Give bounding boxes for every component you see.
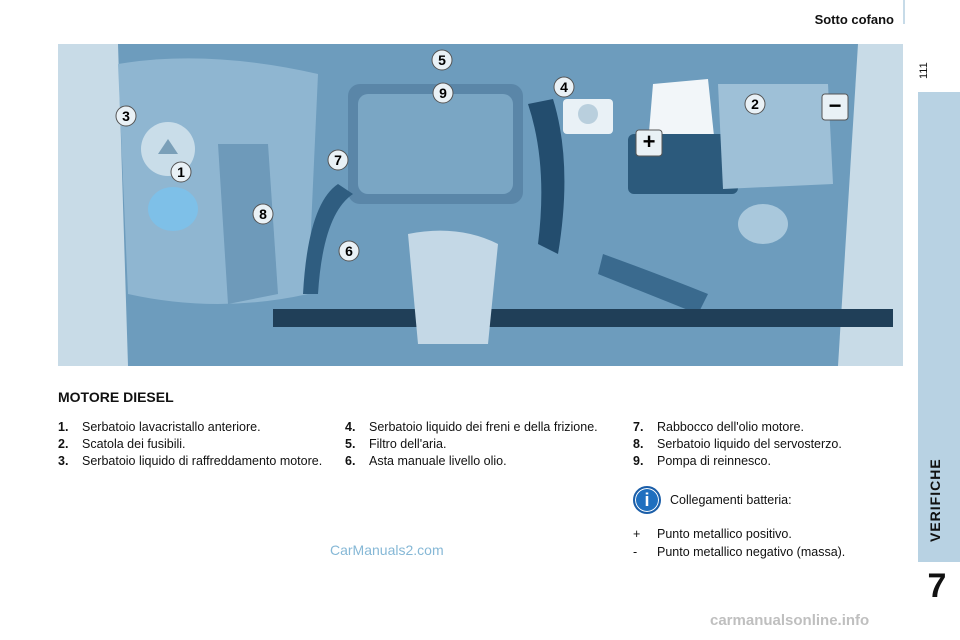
callout-6 xyxy=(339,241,359,261)
watermark-carmanualsonline: carmanualsonline.info xyxy=(710,612,870,629)
item-text: Punto metallico negativo (massa). xyxy=(657,545,846,559)
list-item xyxy=(633,437,903,452)
negative-sign: - xyxy=(633,545,638,559)
list-item xyxy=(58,454,328,469)
battery-negative-marker xyxy=(822,93,848,120)
list-item xyxy=(633,527,913,542)
engine-bay-illustration xyxy=(58,44,903,366)
callout-4-label: 4 xyxy=(560,79,568,95)
list-item xyxy=(633,545,913,560)
item-text: Rabbocco dell'olio motore. xyxy=(657,420,804,434)
battery-positive-label: + xyxy=(642,129,656,154)
list-item xyxy=(58,437,328,452)
page-header-title: Sotto cofano xyxy=(814,12,894,27)
component-list-col2 xyxy=(345,420,605,471)
battery-positive-marker xyxy=(636,129,662,156)
callout-2 xyxy=(745,94,765,114)
callout-9 xyxy=(433,83,453,103)
item-number: 9. xyxy=(633,454,644,468)
battery-points-list xyxy=(633,527,913,563)
callout-7-label: 7 xyxy=(334,152,342,168)
callout-3 xyxy=(116,106,136,126)
battery-negative-label: − xyxy=(828,93,842,118)
item-number: 3. xyxy=(58,454,69,468)
list-item xyxy=(345,437,605,452)
info-icon: i xyxy=(633,486,661,514)
item-number: 7. xyxy=(633,420,644,434)
chapter-label: VERIFICHE xyxy=(927,458,943,542)
callout-8-label: 8 xyxy=(259,206,267,222)
item-number: 8. xyxy=(633,437,644,451)
callout-7 xyxy=(328,150,348,170)
callout-1-label: 1 xyxy=(177,164,185,180)
item-text: Asta manuale livello olio. xyxy=(369,454,507,468)
callout-6-label: 6 xyxy=(345,243,353,259)
positive-sign: + xyxy=(633,527,641,541)
item-text: Scatola dei fusibili. xyxy=(82,437,186,451)
info-text: Collegamenti batteria: xyxy=(670,493,792,507)
item-number: 4. xyxy=(345,420,356,434)
section-title: MOTORE DIESEL xyxy=(58,389,174,405)
component-list-col3 xyxy=(633,420,903,471)
item-number: 5. xyxy=(345,437,356,451)
item-text: Serbatoio liquido dei freni e della frizione. xyxy=(369,420,598,434)
callout-3-label: 3 xyxy=(122,108,130,124)
item-number: 6. xyxy=(345,454,356,468)
item-number: 1. xyxy=(58,420,69,434)
callout-2-label: 2 xyxy=(751,96,759,112)
watermark-carmanuals2: CarManuals2.com xyxy=(330,542,444,558)
callout-1 xyxy=(171,162,191,182)
list-item xyxy=(633,454,903,469)
item-text: Serbatoio liquido di raffreddamento motore. xyxy=(82,454,323,468)
item-number: 2. xyxy=(58,437,69,451)
item-text: Filtro dell'aria. xyxy=(369,437,447,451)
list-item xyxy=(58,420,328,435)
engine-bay-drawing xyxy=(58,44,903,366)
item-text: Serbatoio liquido del servosterzo. xyxy=(657,437,842,451)
battery-info-note xyxy=(633,486,792,514)
callout-5 xyxy=(432,50,452,70)
callout-8 xyxy=(253,204,273,224)
list-item xyxy=(345,454,605,469)
list-item xyxy=(633,420,903,435)
component-list-col1 xyxy=(58,420,328,471)
callout-5-label: 5 xyxy=(438,52,446,68)
list-item xyxy=(345,420,605,435)
top-rule xyxy=(903,0,905,24)
callout-4 xyxy=(554,77,574,97)
item-text: Punto metallico positivo. xyxy=(657,527,792,541)
item-text: Pompa di reinnesco. xyxy=(657,454,771,468)
item-text: Serbatoio lavacristallo anteriore. xyxy=(82,420,261,434)
page-number: 111 xyxy=(918,62,930,80)
chapter-number: 7 xyxy=(927,567,947,605)
callout-9-label: 9 xyxy=(439,85,447,101)
